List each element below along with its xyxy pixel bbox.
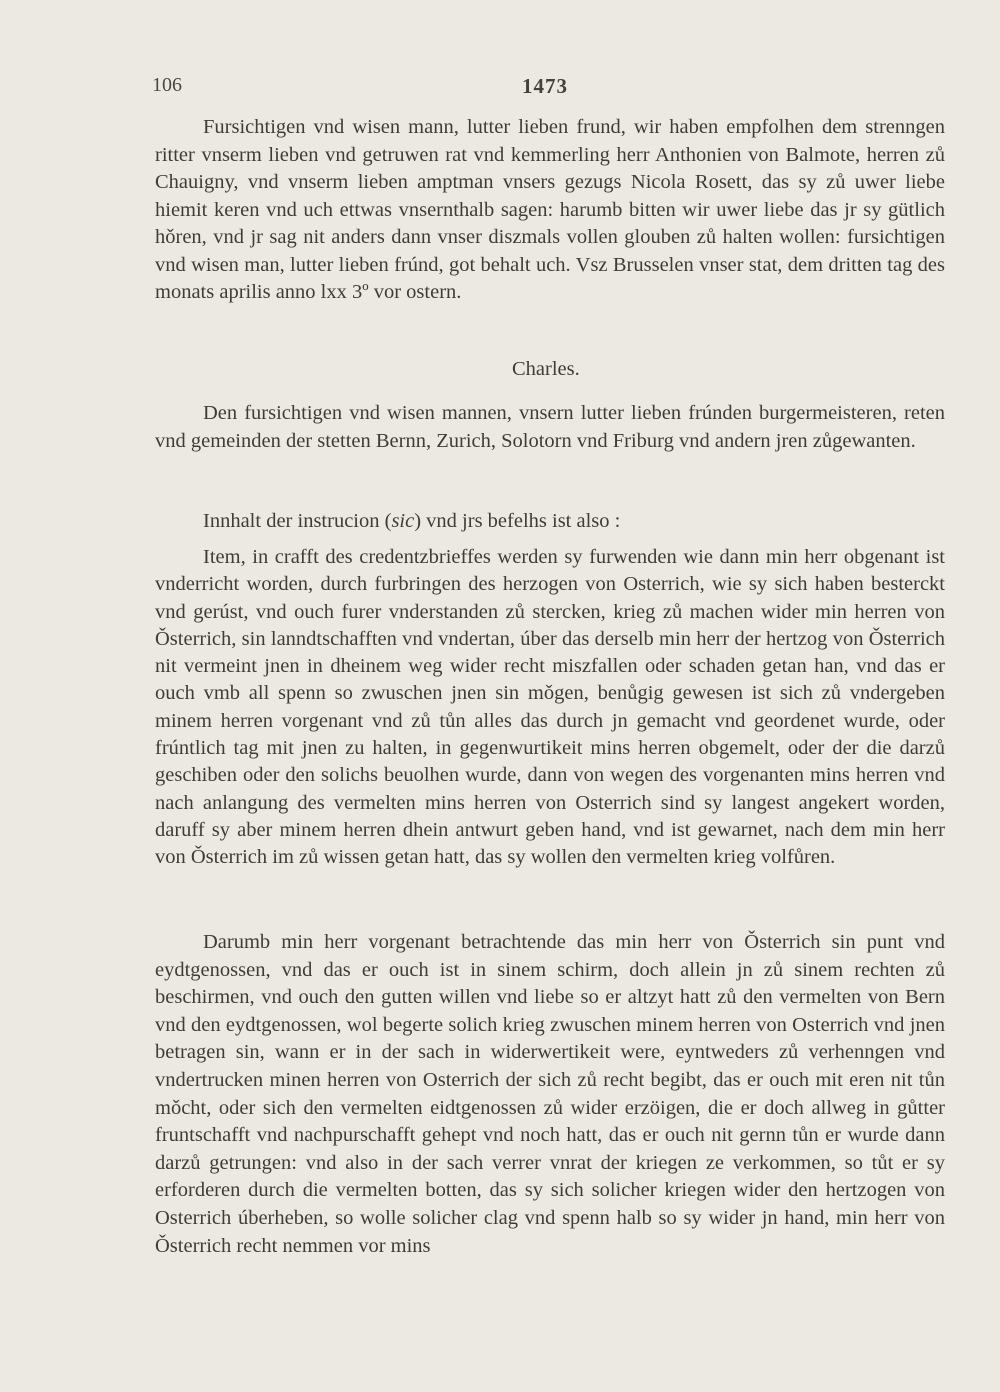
page-number: 106 [152,74,182,96]
instruction-paragraph-2: Darumb min herr vorgenant betrachtende das min herr von Ǒsterrich sin punt vnd eydtgenossen, vnd das er ouch ist in sinem schirm, doch allein jn zů sinem rechten zů beschirmen, vnd ouch den gutten willen vnd liebe so er altzyt hatt zů den vermelten von Bern vnd den eydtgenossen, wol begerte solich krieg zwuschen minem herren von Osterrich vnd jnen betragen sin, wann er in der sach in widerwertikeit were, eyntweders zů verhenngen vnd vndertrucken minen herren von Osterrich der sich zů recht begibt, das er ouch mit eren nit tůn mǒcht, oder sich den vermelten eidtgenossen zů wider erzöigen, die er doch allweg in gůtter fruntschafft vnd nachpurschafft gehept vnd noch hatt, das er ouch nit gernn tůn er wurde dann darzů getrungen: vnd also in der sach verrer vnrat der kriegen ze verkommen, so tůt er sy erforderen durch die vermelten botten, das sy sich solicher kriegen wider den hertzogen von Osterrich úberheben, so wolle solicher clag vnd spenn halb so sy wider jn hand, min herr von Ǒsterrich recht nemmen vor mins [155,931,945,1257]
intro-text-before: Innhalt der instrucion ( [203,510,392,532]
instruction-paragraph-1: Item, in crafft des credentzbrieffes werden sy furwenden wie dann min herr obgenant ist vnderricht worden, durch furbringen des herzogen von Osterrich, wie sy sich haben besterckt vnd gerúst, vnd ouch furer vnderstanden zů stercken, krieg zů machen wider min herren von Ǒsterrich, sin lanndtschafften vnd vndertan, úber das derselb min herr der hertzog von Ǒsterrich nit vermeint jnen in dheinem weg wider recht miszfallen oder schaden getan han, vnd das er ouch vmb all spenn so zwuschen jnen sin mǒgen, benůgig gewesen ist sich zů vndergeben minem herren vorgenant vnd zů tůn alles das durch jn gemacht vnd geordenet wurde, oder frúntlich tag mit jnen zu halten, in gegenwurtikeit mins herren obgemelt, oder der die darzů geschiben oder den solichs beuolhen wurde, dann von wegen des vorgenanten mins herren vnd nach anlangung des vermelten mins herren von Osterrich sind sy langest angekert worden, daruff sy aber minem herren dhein antwurt geben hand, vnd ist gewarnet, nach dem min herr von Ǒsterrich im zů wissen getan hatt, das sy wollen den vermelten krieg volfůren. [155,546,945,869]
running-head [152,74,942,104]
intro-text-after: ) vnd jrs befelhs ist also : [414,510,621,532]
letter-body: Fursichtigen vnd wisen mann, lutter lieben frund, wir haben empfolhen dem strenngen ritter vnserm lieben vnd getruwen rat vnd kemmerling herr Anthonien von Balmote, herren zů Chauigny, vnd vnserm lieben amptman vnsers gezugs Nicola Rosett, das sy zů uwer liebe hiemit keren vnd uch ettwas vnsernthalb sagen: harumb bitten wir uwer liebe das jr sy gütlich hǒren, vnd jr sag nit anders dann vnser diszmals vollen glouben zů halten wollen: fursichtigen vnd wisen man, lutter lieben frúnd, got behalt uch. Vsz Brusselen vnser stat, dem dritten tag des monats aprilis anno lxx 3º vor ostern. [155,116,945,303]
intro-sic: sic [391,510,415,532]
letter-address: Den fursichtigen vnd wisen mannen, vnsern lutter lieben frúnden burgermeisteren, reten vnd gemeinden der stetten Bernn, Zurich, Solotorn vnd Friburg vnd andern jren zůgewanten. [155,402,945,452]
letter-signature: Charles. [512,358,580,380]
instruction-intro [155,508,945,536]
year-heading: 1473 [522,74,568,98]
